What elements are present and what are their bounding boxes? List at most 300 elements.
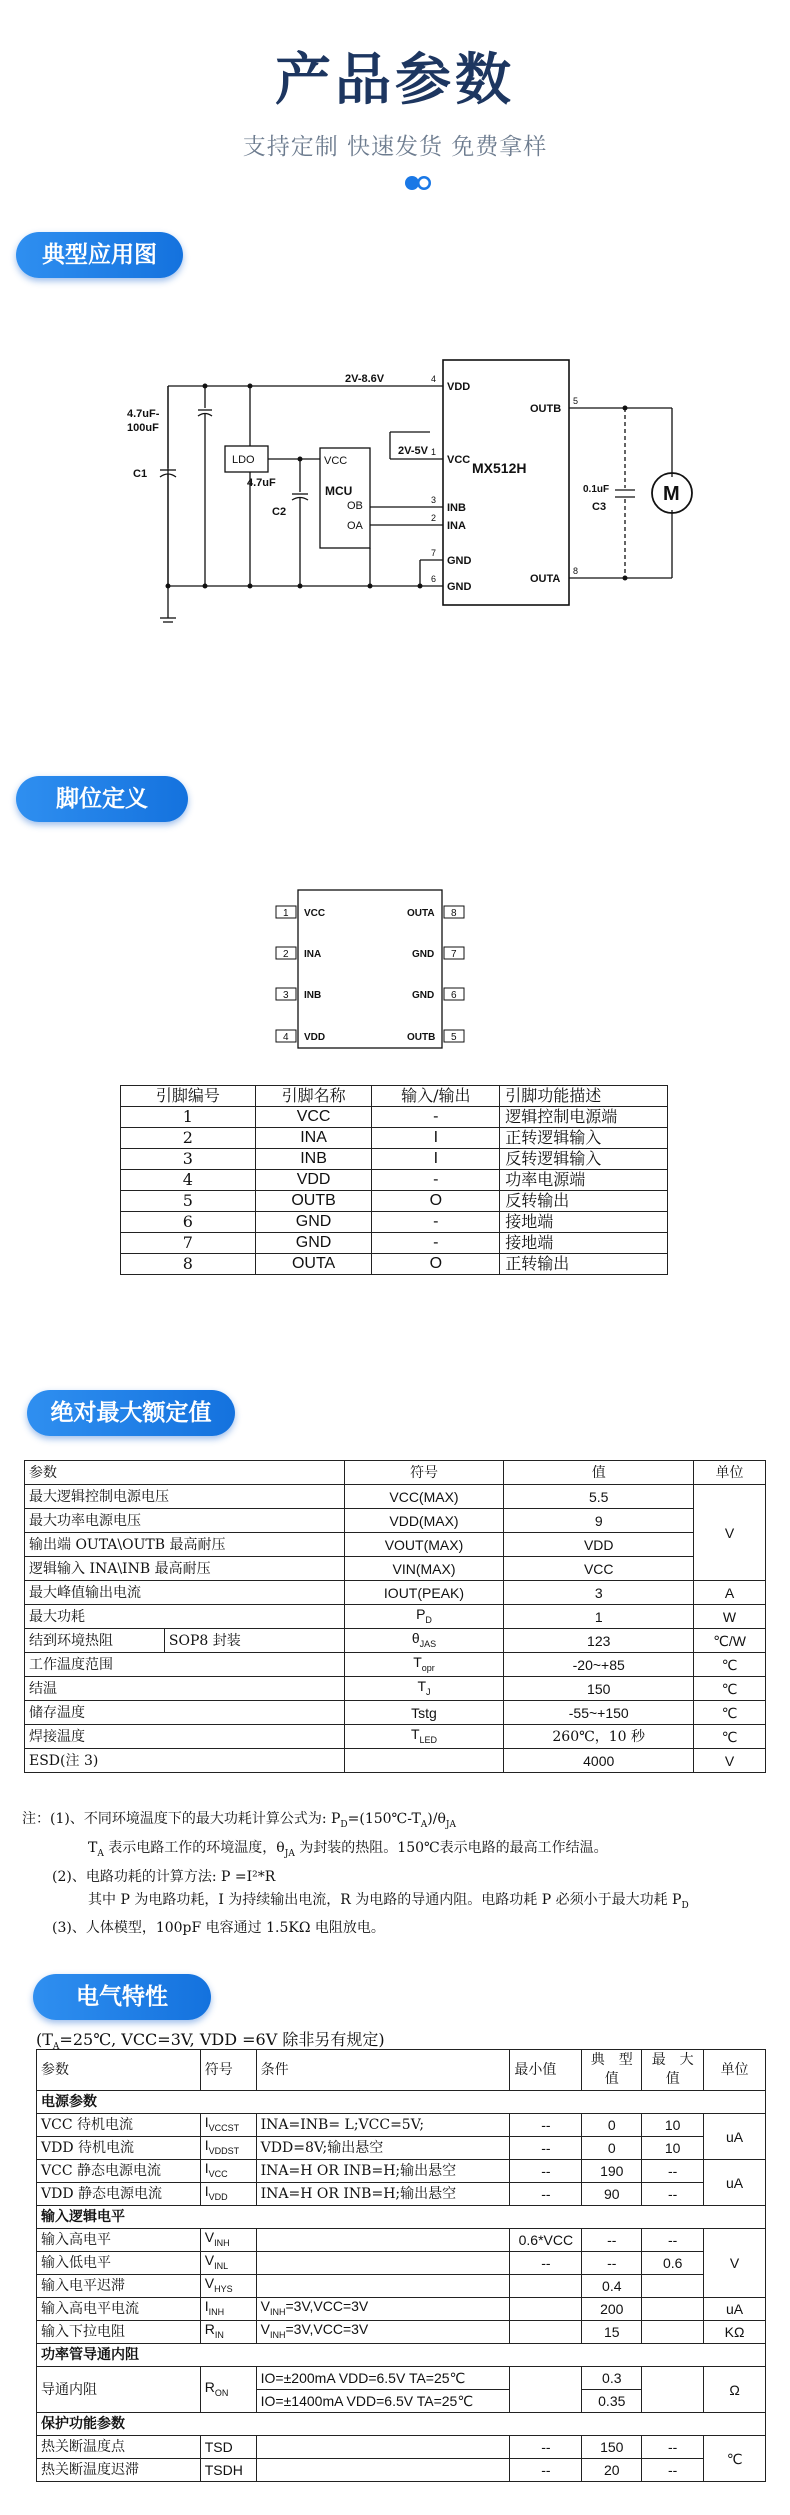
table-row [37,2114,766,2137]
pin-name: OUTA [407,908,435,919]
table-row [121,1191,668,1212]
pin-name: VDD [304,1032,326,1043]
symbol: V [204,2275,215,2292]
cell: W [694,1605,766,1629]
c3-value: 0.1uF [583,484,610,495]
header-line: 最 大 [651,2052,694,2068]
cell: 5 [121,1191,256,1212]
symbol-sub: VDD [208,2191,228,2202]
cell: 4 [121,1170,256,1191]
table-row [25,1557,766,1581]
pin-name: GND [412,949,435,960]
cond-sub: A [52,2042,60,2053]
cell: -- [642,2436,704,2459]
cell: 123 [504,1629,694,1653]
cell: -- [510,2252,582,2275]
pin-name: OUTA [530,573,561,585]
cell: Ω [704,2367,766,2413]
cell: VIN(MAX) [344,1557,504,1581]
pin-name: VCC [447,454,471,466]
note-text: 为封装的热阻。150℃表示电路的最高工作结温。 [294,1839,608,1856]
cell: 储存温度 [25,1701,345,1725]
symbol-sub: INH [208,2306,225,2317]
cell: -- [510,2436,582,2459]
cell: GND [255,1212,372,1233]
cell: ℃ [704,2436,766,2482]
symbol: V [204,2229,215,2246]
cell: IO=±1400mA VDD=6.5V TA=25℃ [256,2390,510,2413]
vcc-voltage-label: 2V-5V [398,445,428,457]
cell: -- [510,2183,582,2206]
cell: VDD [255,1170,372,1191]
cell [200,2252,256,2275]
cell: VOUT(MAX) [344,1533,504,1557]
cell: 逻辑输入 INA\INB 最高耐压 [25,1557,345,1581]
cell [200,2183,256,2206]
cell: 反转输出 [500,1191,668,1212]
cell: 最大峰值输出电流 [25,1581,345,1605]
note-text: )/θ [427,1811,446,1827]
symbol: P [416,1605,426,1622]
pin-name: INB [447,502,466,514]
cell [642,2298,704,2321]
cell [256,2436,510,2459]
header-cell: 符号 [344,1461,504,1485]
cell [344,1749,504,1773]
table-row [37,2298,766,2321]
cell: SOP8 封装 [164,1629,344,1653]
cell [510,2298,582,2321]
symbol: T [417,1677,427,1694]
pin-name: VDD [447,381,471,393]
note-3: (3)、人体模型，100pF 电容通过 1.5KΩ 电阻放电。 [52,1920,385,1937]
symbol: R [204,2321,215,2338]
cell: -- [582,2229,642,2252]
carousel-dots-icon [403,174,433,192]
note-sub: A [97,1848,104,1859]
c1-label: C1 [133,468,148,480]
cell: 200 [582,2298,642,2321]
table-row [25,1701,766,1725]
note-text: =(150℃-T [347,1811,421,1827]
symbol-sub: VCCST [208,2122,240,2133]
ldo-label: LDO [232,454,255,466]
table-row [25,1749,766,1773]
cell: 输入下拉电阻 [37,2321,201,2344]
table-row [25,1629,766,1653]
cell: Tstg [344,1701,504,1725]
cond-text: V [260,2321,270,2338]
cell [256,2252,510,2275]
pin-num: 6 [451,990,457,1001]
cell: O [372,1254,500,1275]
motor-icon: M [663,483,680,505]
cell: 输入电平迟滞 [37,2275,201,2298]
cell: VDD [504,1533,694,1557]
cell: ℃/W [694,1629,766,1653]
cell: 0.6*VCC [510,2229,582,2252]
pin-num: 3 [283,990,289,1001]
symbol-sub: HYS [214,2283,233,2294]
cell: 2 [121,1128,256,1149]
header-line: 典 型 [590,2052,633,2068]
mcu-label: MCU [325,484,353,498]
symbol: I [204,2183,209,2200]
cell: V [704,2229,766,2298]
c3-label: C3 [592,501,607,513]
cell [200,2298,256,2321]
cell [642,2321,704,2344]
cond-sub: INH [270,2306,286,2317]
symbol: I [204,2298,209,2315]
cell: OUTA [255,1254,372,1275]
cell: 3 [121,1149,256,1170]
symbol-sub: VDDST [208,2145,240,2156]
cell: VCC(MAX) [344,1485,504,1509]
cell: 0.3 [582,2367,642,2390]
note-text: 表示电路工作的环境温度，θ [103,1839,285,1856]
header-line: 值 [665,2071,680,2087]
pin-num: 7 [431,548,437,558]
c2-label: C2 [272,506,287,518]
note-sub: D [340,1819,348,1830]
header-cell: 单位 [694,1461,766,1485]
cell: 0.4 [582,2275,642,2298]
cell: IOUT(PEAK) [344,1581,504,1605]
cell: V [694,1485,766,1581]
header-cell: 参数 [37,2050,201,2091]
symbol-sub: opr [421,1662,435,1673]
cell: TSDH [200,2459,256,2482]
application-circuit-diagram [0,350,790,640]
cell: 0.6 [642,2252,704,2275]
pin-num: 1 [283,908,289,919]
package-pinout-diagram [0,880,790,1070]
pin-name: GND [447,555,472,567]
cell: IO=±200mA VDD=6.5V TA=25℃ [256,2367,510,2390]
cell: A [694,1581,766,1605]
cell [256,2459,510,2482]
cell: VDD=8V;输出悬空 [256,2137,510,2160]
c1-value-line2: 100uF [127,422,159,434]
mcu-vcc-label: VCC [324,455,348,467]
cell: 导通内阻 [37,2367,201,2413]
cell: -55~+150 [504,1701,694,1725]
cell: 4000 [504,1749,694,1773]
note-sub: JA [284,1848,295,1859]
cell: 7 [121,1233,256,1254]
table-row [37,2183,766,2206]
pin-num: 8 [451,908,457,919]
cond-text: =25℃, VCC=3V, VDD =6V 除非另有规定) [59,2030,385,2049]
cell: 5.5 [504,1485,694,1509]
cell [256,2229,510,2252]
symbol-sub: INL [214,2260,229,2271]
cell: 20 [582,2459,642,2482]
note-2: (2)、电路功耗的计算方法: P =I²*R [52,1868,276,1885]
cell: -- [510,2114,582,2137]
cell: - [372,1170,500,1191]
cell: ℃ [694,1677,766,1701]
note-text: 其中 P 为电路功耗，I 为持续输出电流，R 为电路的导通内阻。电路功耗 P 必须小于最大功耗 P [88,1891,682,1908]
cell: ℃ [694,1725,766,1749]
symbol-sub: IN [214,2329,224,2340]
pin-name: INB [304,990,322,1001]
pin-num: 8 [573,566,579,576]
pin-num: 5 [573,396,579,406]
header-line: 值 [604,2071,619,2087]
header-cell: 值 [504,1461,694,1485]
pin-num: 2 [431,513,437,523]
cell: 3 [504,1581,694,1605]
group-cell: 输入逻辑电平 [37,2206,766,2229]
symbol: T [410,1725,420,1742]
symbol: V [204,2252,215,2269]
pin-num: 7 [451,949,457,960]
cell: VCC 静态电源电流 [37,2160,201,2183]
cell: 最大功耗 [25,1605,345,1629]
cell: 150 [582,2436,642,2459]
cell: 输入低电平 [37,2252,201,2275]
c1-value-line1: 4.7uF- [127,408,160,420]
cell: 260℃，10 秒 [504,1725,694,1749]
pin-name: OUTB [530,403,562,415]
table-header-row [37,2050,766,2091]
header-cell: 引脚功能描述 [500,1086,668,1107]
cell: INA=H OR INB=H;输出悬空 [256,2183,510,2206]
cell: -- [582,2252,642,2275]
cell [256,2298,510,2321]
cell [344,1653,504,1677]
group-cell: 电源参数 [37,2091,766,2114]
electrical-characteristics-table [36,2049,766,2482]
table-group-row [37,2344,766,2367]
cell: -- [642,2459,704,2482]
cond-text: =3V,VCC=3V [285,2321,369,2338]
cell: INB [255,1149,372,1170]
section-pill-pinout: 脚位定义 [16,776,188,822]
table-row [25,1725,766,1749]
table-row [25,1605,766,1629]
cell: 最大逻辑控制电源电压 [25,1485,345,1509]
note-1-detail [22,1837,782,1866]
cell [200,2114,256,2137]
cell: 正转输出 [500,1254,668,1275]
vdd-voltage-label: 2V-8.6V [345,373,385,385]
pin-num: 6 [431,574,437,584]
cell: 0 [582,2137,642,2160]
cell: 9 [504,1509,694,1533]
cell [344,1677,504,1701]
cell: INA=H OR INB=H;输出悬空 [256,2160,510,2183]
table-row [121,1254,668,1275]
table-row [37,2252,766,2275]
mcu-oa-label: OA [347,520,363,532]
header-cell: 最小值 [510,2050,582,2091]
table-row [25,1485,766,1509]
table-row [37,2275,766,2298]
section-pill-electrical: 电气特性 [33,1974,211,2020]
symbol: I [204,2114,209,2131]
table-row [25,1509,766,1533]
symbol-sub: INH [214,2237,230,2248]
note-1 [22,1808,782,1837]
cell: 190 [582,2160,642,2183]
cell: 10 [642,2137,704,2160]
symbol-sub: J [426,1686,431,1697]
pin-name: GND [412,990,435,1001]
table-row [25,1533,766,1557]
note-sub: A [420,1819,428,1830]
cell: VCC 待机电流 [37,2114,201,2137]
symbol: R [204,2378,215,2395]
table-row [37,2229,766,2252]
table-row [37,2137,766,2160]
cell: VCC [255,1107,372,1128]
cell: 接地端 [500,1233,668,1254]
table-row [25,1677,766,1701]
cond-text: V [260,2298,270,2315]
cell: -- [510,2137,582,2160]
cell: 反转逻辑输入 [500,1149,668,1170]
table-row [121,1128,668,1149]
symbol-sub: ON [214,2387,229,2398]
symbol: I [204,2137,209,2154]
cell: I [372,1149,500,1170]
cell: - [372,1107,500,1128]
cell: INA [255,1128,372,1149]
section-pill-application: 典型应用图 [16,232,183,278]
table-group-row [37,2413,766,2436]
cell [344,1605,504,1629]
pin-num: 3 [431,495,437,505]
symbol-sub: VCC [208,2168,228,2179]
symbol: θ [411,1629,420,1646]
symbol: I [204,2160,209,2177]
table-row [37,2436,766,2459]
cell: 输入高电平 [37,2229,201,2252]
cell: - [372,1233,500,1254]
cell: 0 [582,2114,642,2137]
chip-name: MX512H [472,460,527,476]
header-cell: 引脚名称 [255,1086,372,1107]
table-group-row [37,2091,766,2114]
note-2-detail [22,1889,782,1918]
cell: - [372,1212,500,1233]
cell: KΩ [704,2321,766,2344]
header-cell: 条件 [256,2050,510,2091]
symbol-sub: JAS [419,1638,437,1649]
cell: VDD 静态电源电流 [37,2183,201,2206]
cell: 结温 [25,1677,345,1701]
cell: INA=INB= L;VCC=5V; [256,2114,510,2137]
pin-name: VCC [304,908,326,919]
cell [642,2367,704,2413]
pin-name: INA [447,520,466,532]
pin-num: 1 [431,447,437,457]
table-row [37,2459,766,2482]
pin-name: OUTB [407,1032,436,1043]
cell: -- [642,2183,704,2206]
cell [200,2321,256,2344]
cell: uA [704,2114,766,2160]
symbol-sub: LED [419,1734,438,1745]
table-row [121,1107,668,1128]
cell [642,2275,704,2298]
cell: 正转逻辑输入 [500,1128,668,1149]
cell: ESD(注 3) [25,1749,345,1773]
table-row [25,1653,766,1677]
table-header-row [25,1461,766,1485]
cell: -- [642,2229,704,2252]
note-text: 注：(1)、不同环境温度下的最大功耗计算公式为: P [22,1811,341,1827]
cond-sub: INH [270,2329,286,2340]
header-cell: 输入/输出 [372,1086,500,1107]
c2-value: 4.7uF [247,477,276,489]
cell: VCC [504,1557,694,1581]
pin-num: 5 [451,1032,457,1043]
cell: 10 [642,2114,704,2137]
cell: 8 [121,1254,256,1275]
cell [510,2321,582,2344]
cell: GND [255,1233,372,1254]
header-cell: 引脚编号 [121,1086,256,1107]
cell: uA [704,2160,766,2206]
cell [256,2321,510,2344]
table-header-row [121,1086,668,1107]
pin-definition-table [120,1085,668,1275]
cell: 1 [504,1605,694,1629]
cell: 热关断温度点 [37,2436,201,2459]
cell: 90 [582,2183,642,2206]
cell [200,2367,256,2413]
cell: 输入高电平电流 [37,2298,201,2321]
note-text: T [88,1839,98,1856]
cell: 6 [121,1212,256,1233]
absolute-ratings-table [24,1460,766,1773]
cell: 逻辑控制电源端 [500,1107,668,1128]
cell: VDD(MAX) [344,1509,504,1533]
ratings-notes [22,1808,782,1940]
section-pill-absolute-ratings: 绝对最大额定值 [27,1390,235,1436]
page-subtitle: 支持定制 快速发货 免费拿样 [242,134,548,160]
cell [200,2229,256,2252]
pin-name: GND [447,581,472,593]
cell: O [372,1191,500,1212]
cell: VDD 待机电流 [37,2137,201,2160]
pin-num: 4 [283,1032,289,1043]
cell: -20~+85 [504,1653,694,1677]
cell: -- [510,2160,582,2183]
header-cell [642,2050,704,2091]
note-sub: JA [445,1819,457,1830]
cell [256,2275,510,2298]
table-row [37,2367,766,2390]
group-cell: 功率管导通内阻 [37,2344,766,2367]
cell: 150 [504,1677,694,1701]
header-cell [582,2050,642,2091]
cell [344,1629,504,1653]
cell: OUTB [255,1191,372,1212]
table-row [25,1581,766,1605]
cell: 1 [121,1107,256,1128]
table-row [121,1149,668,1170]
cell: V [694,1749,766,1773]
cell [510,2367,582,2413]
header-cell: 参数 [25,1461,345,1485]
cond-text: =3V,VCC=3V [285,2298,369,2315]
cell: -- [510,2459,582,2482]
